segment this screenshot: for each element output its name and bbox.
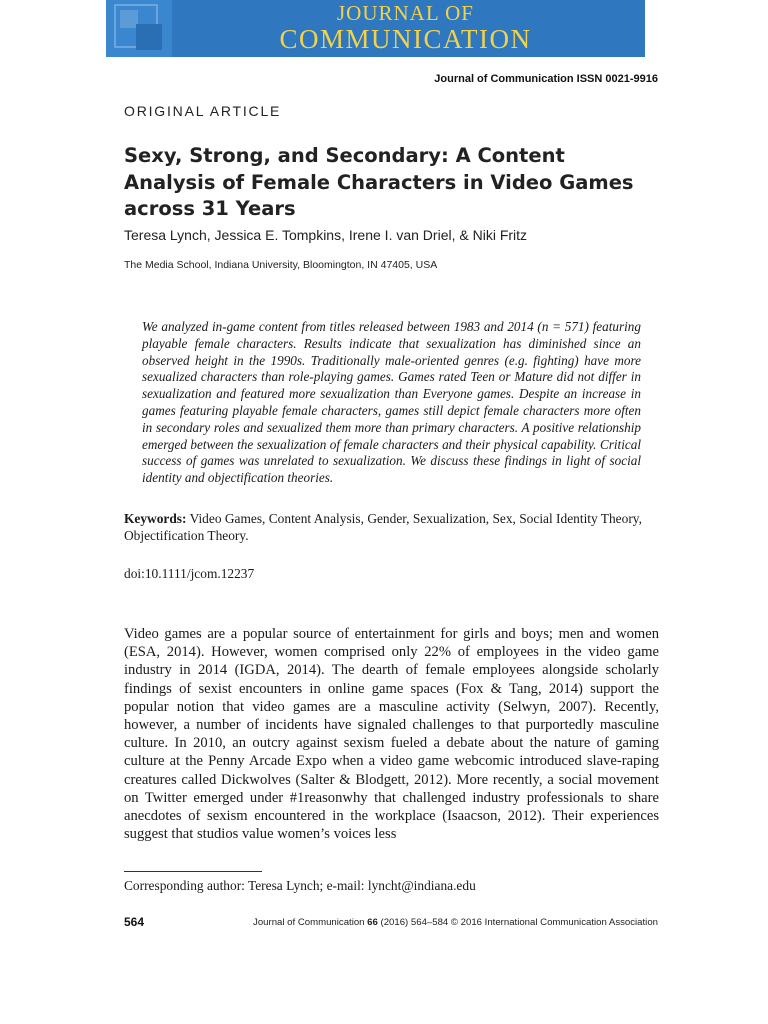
footnote-divider	[124, 871, 262, 872]
citation-details: (2016) 564–584 © 2016 International Communication Association	[380, 917, 658, 928]
doi-link[interactable]: doi:10.1111/jcom.12237	[124, 566, 255, 581]
citation-journal: Journal of Communication	[253, 917, 365, 928]
page-number: 564	[124, 915, 145, 929]
issn-line: Journal of Communication ISSN 0021-9916	[434, 73, 658, 85]
keywords-label: Keywords:	[124, 511, 187, 526]
author-list: Teresa Lynch, Jessica E. Tompkins, Irene I. van Driel, & Niki Fritz	[124, 227, 528, 243]
journal-banner	[106, 0, 645, 57]
paper-title: Sexy, Strong, and Secondary: A Content Analysis of Female Characters in Video Games across 31 Years	[124, 144, 634, 220]
keywords	[124, 511, 644, 544]
keywords-list: Video Games, Content Analysis, Gender, Sexualization, Sex, Social Identity Theory, Objectification Theory.	[124, 511, 642, 543]
body-paragraph: Video games are a popular source of entertainment for girls and boys; men and women (ESA, 2014). However, women comprised only 22% of employees in the video game industry in 2014 (IGDA, 2014). The dearth of female employees alongside scholarly findings of sexist encounters in online game spaces (Fox & Tang, 2014) support the popular notion that video games are a masculine activity (Selwyn, 2007). Recently, however, a number of incidents have signaled challenges to that purportedly masculine culture. In 2010, an outcry against sexism fueled a debate about the nature of gaming culture at the Penny Arcade Expo when a video game webcomic introduced slave-raping creatures called Dickwolves (Salter & Blodgett, 2012). More recently, a social movement on Twitter emerged under #1reasonwhy that challenged industry professionals to share anecdotes of sexism encountered in the workplace (Isaacson, 2012). Their experiences suggest that studios value women’s voices less	[124, 626, 659, 843]
article-type: ORIGINAL ARTICLE	[124, 103, 282, 119]
affiliation: The Media School, Indiana University, Bloomington, IN 47405, USA	[124, 259, 438, 271]
journal-title-main: COMMUNICATION	[279, 24, 532, 54]
footer-citation	[253, 917, 658, 928]
abstract: We analyzed in-game content from titles released between 1983 and 2014 (n = 571) featuring playable female characters. Results indicate that sexualization has diminished since an observed height in the 1990s. Traditionally male-oriented genres (e.g. fighting) have more sexualized characters than role-playing games. Games rated Teen or Mature did not differ in sexualization and featured more sexualization than Everyone games. Despite an increase in games featuring playable female characters, games still depict female characters more often in secondary roles and sexualized them more than primary characters. A positive relationship emerged between the sexualization of female characters and their physical capability. Critical success of games was unrelated to sexualization. We discuss these findings in light of social identity and objectification theories.	[142, 319, 641, 486]
journal-title-top: JOURNAL OF	[337, 1, 474, 25]
corresponding-author-footnote: Corresponding author: Teresa Lynch; e-mail: lyncht@indiana.edu	[124, 878, 476, 893]
citation-volume: 66	[367, 917, 378, 928]
